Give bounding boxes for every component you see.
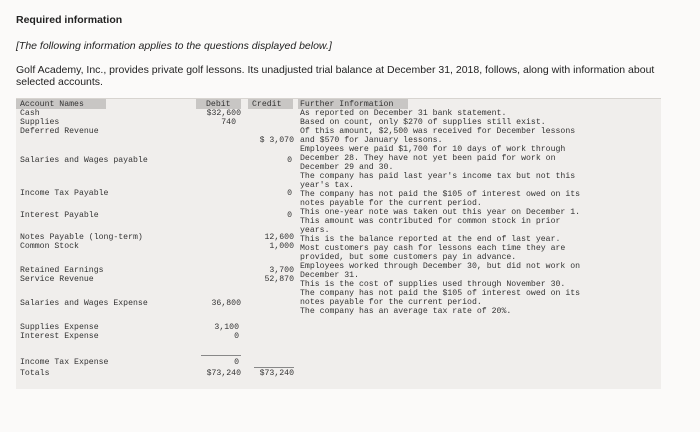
info-line: year's tax. [300,181,355,190]
info-line: The company has an average tax rate of 20%. [300,307,512,316]
section-heading: Required information [16,14,123,26]
info-line: Of this amount, $2,500 was received for December lessons [300,127,576,136]
account-name: Interest Payable [20,211,99,220]
debit-value: 740 [221,118,236,127]
account-name: Salaries and Wages Expense [20,299,148,308]
account-name: Common Stock [20,242,79,251]
debit-value: $32,600 [206,109,241,118]
debit-value: 0 [234,332,239,341]
info-line: Employees worked through December 30, but did not work on [300,262,581,271]
account-name: Income Tax Payable [20,189,109,198]
account-name: Retained Earnings [20,266,104,275]
debit-value: 36,800 [211,299,241,308]
credit-value: 0 [287,211,292,220]
credit-value: 0 [287,189,292,198]
debit-value: 0 [234,358,239,367]
info-line: The company has not paid the $105 of interest owed on its [300,190,581,199]
account-name: Supplies [20,118,60,127]
credit-value: 3,700 [269,266,294,275]
account-column-header: Account Names [20,100,84,109]
info-line: December 29 and 30. [300,163,394,172]
account-name: Notes Payable (long-term) [20,233,143,242]
credit-total-rule [254,367,294,368]
account-name: Totals [20,369,50,378]
account-name: Interest Expense [20,332,99,341]
info-line: notes payable for the current period. [300,298,482,307]
credit-value: 52,870 [264,275,294,284]
info-line: The company has not paid the $105 of interest owed on its [300,289,581,298]
debit-column-header: Debit [206,100,231,109]
credit-total: $73,240 [259,369,294,378]
account-name: Service Revenue [20,275,94,284]
info-line: Employees were paid $1,700 for 10 days of work through [300,145,566,154]
info-line: December 28. They have not yet been paid for work on [300,154,556,163]
credit-value: 12,600 [264,233,294,242]
info-line: This amount was contributed for common stock in prior [300,217,561,226]
credit-value: $ 3,070 [259,136,294,145]
info-column-header: Further Information [300,100,394,109]
info-line: As reported on December 31 bank statement. [300,109,507,118]
info-line: This is the balance reported at the end of last year. [300,235,561,244]
info-line: notes payable for the current period. [300,199,482,208]
account-name: Deferred Revenue [20,127,99,136]
info-line: This is the cost of supplies used through November 30. [300,280,566,289]
account-name: Salaries and Wages payable [20,156,148,165]
credit-column-header: Credit [252,100,282,109]
debit-total: $73,240 [206,369,241,378]
info-line: provided, but some customers pay in advance. [300,253,517,262]
info-line: Based on count, only $270 of supplies still exist. [300,118,546,127]
credit-value: 0 [287,156,292,165]
account-name: Supplies Expense [20,323,99,332]
debit-value: 3,100 [214,323,239,332]
info-line: This one-year note was taken out this year on December 1. [300,208,581,217]
account-name: Income Tax Expense [20,358,109,367]
problem-description: Golf Academy, Inc., provides private golf lessons. Its unadjusted trial balance at December 31, 2018, follows, along with information about selected accounts. [16,64,655,88]
info-line: and $570 for January lessons. [300,136,443,145]
info-line: The company has paid last year's income tax but not this [300,172,576,181]
credit-value: 1,000 [269,242,294,251]
info-line: December 31. [300,271,359,280]
info-line: Most customers pay cash for lessons each time they are [300,244,566,253]
account-name: Cash [20,109,40,118]
instruction-note: [The following information applies to the questions displayed below.] [16,40,332,52]
trial-balance-table [16,98,661,389]
debit-subtotal-rule [201,355,241,356]
info-line: years. [300,226,330,235]
